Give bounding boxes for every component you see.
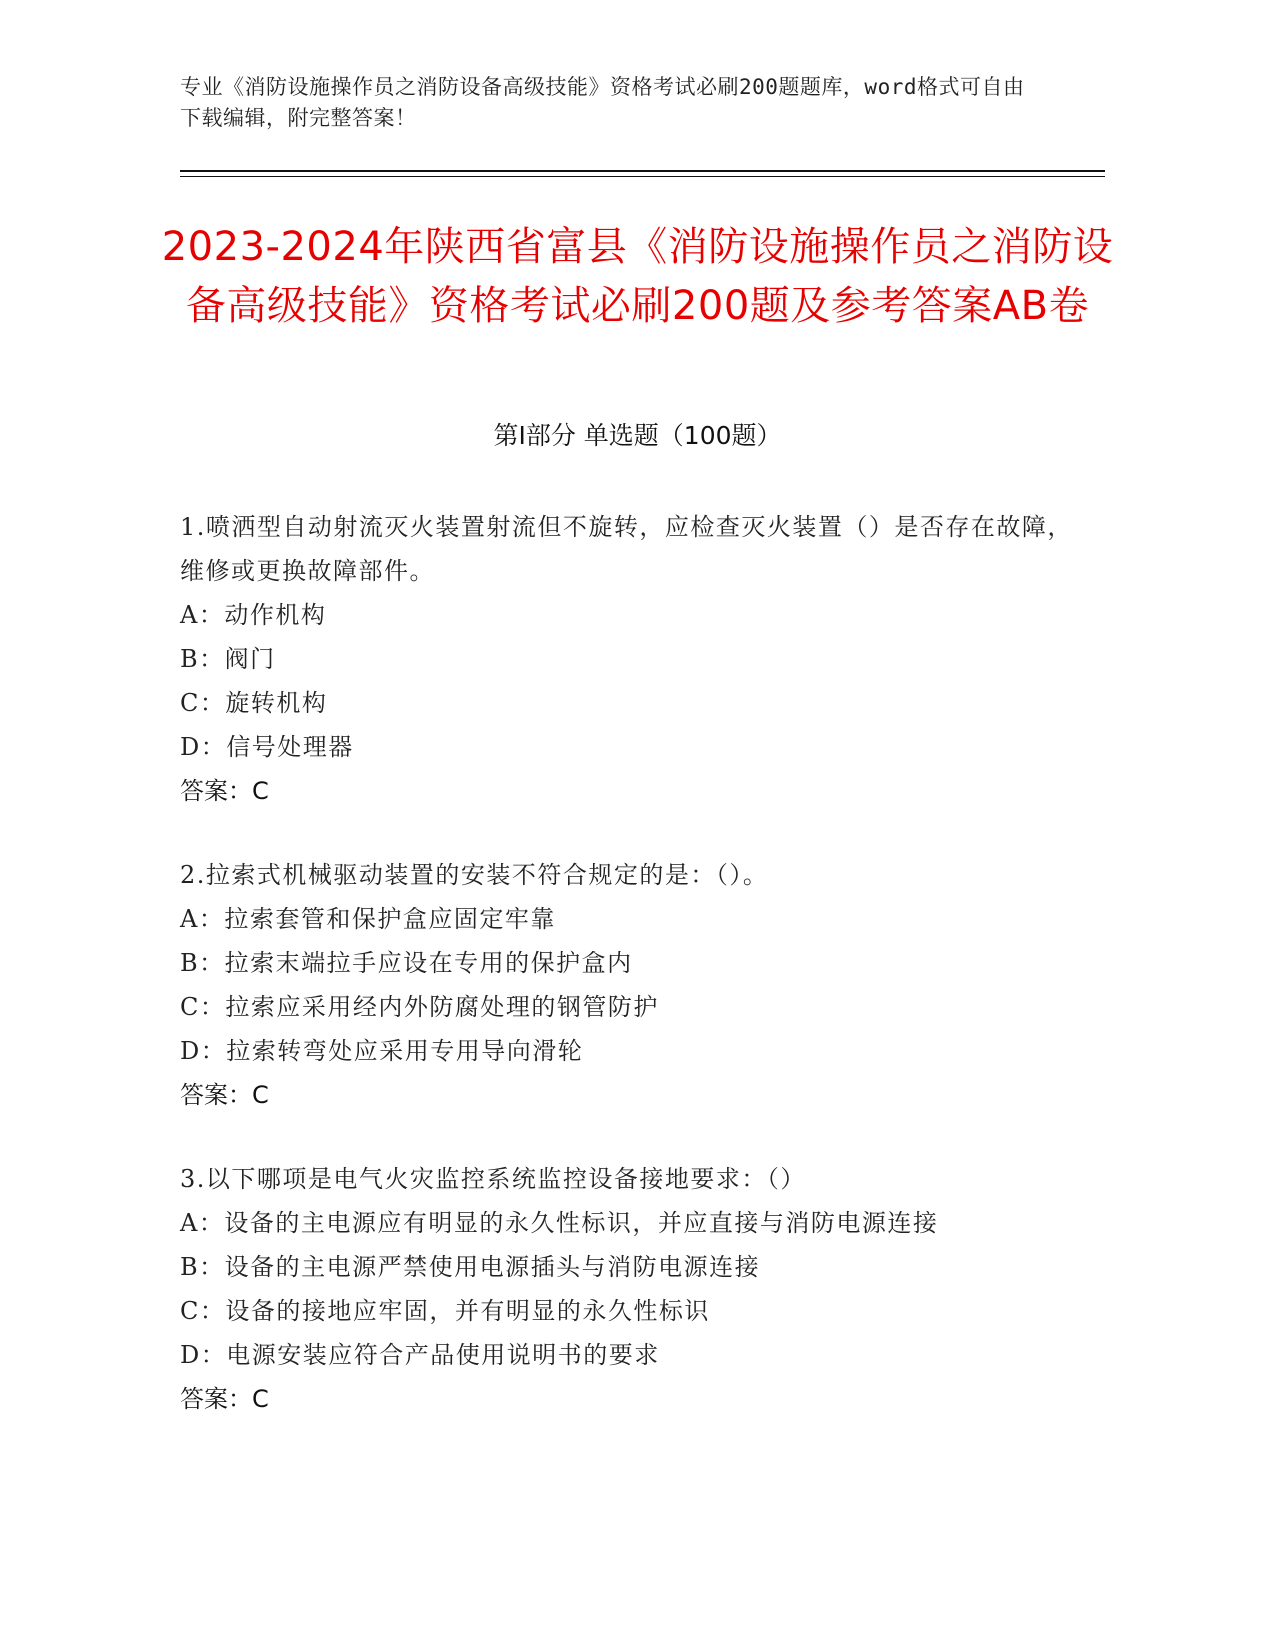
question-3: [180, 1157, 1080, 1421]
question-stem: 1.喷洒型自动射流灭火装置射流但不旋转，应检查灭火装置（）是否存在故障，维修或更换故障部件。: [180, 513, 1073, 585]
header-divider-thick: [180, 170, 1105, 172]
option-a: A：设备的主电源应有明显的永久性标识，并应直接与消防电源连接: [180, 1209, 939, 1237]
header-note: 专业《消防设施操作员之消防设备高级技能》资格考试必刷200题题库，word格式可自由下载编辑，附完整答案！: [180, 75, 1025, 130]
answer: 答案：C: [180, 1385, 269, 1413]
question-1: [180, 505, 1080, 813]
header-divider-thin: [180, 176, 1105, 177]
option-c: C：拉索应采用经内外防腐处理的钢管防护: [180, 993, 659, 1021]
option-d: D：拉索转弯处应采用专用导向滑轮: [180, 1037, 584, 1065]
question-stem: 3.以下哪项是电气火灾监控系统监控设备接地要求：（）: [180, 1165, 806, 1193]
option-d: D：信号处理器: [180, 733, 354, 761]
option-d: D：电源安装应符合产品使用说明书的要求: [180, 1341, 660, 1369]
option-c: C：设备的接地应牢固，并有明显的永久性标识: [180, 1297, 710, 1325]
option-b: B：设备的主电源严禁使用电源插头与消防电源连接: [180, 1253, 761, 1281]
question-stem: 2.拉索式机械驱动装置的安装不符合规定的是：（）。: [180, 861, 769, 889]
question-2: [180, 853, 1080, 1117]
section-heading: 第Ⅰ部分 单选题（100题）: [493, 421, 782, 450]
option-c: C：旋转机构: [180, 689, 328, 717]
option-a: A：拉索套管和保护盒应固定牢靠: [180, 905, 556, 933]
option-b: B：拉索末端拉手应设在专用的保护盒内: [180, 949, 633, 977]
answer: 答案：C: [180, 1081, 269, 1109]
option-b: B：阀门: [180, 645, 276, 673]
option-a: A：动作机构: [180, 601, 327, 629]
answer: 答案：C: [180, 777, 269, 805]
document-title: 2023-2024年陕西省富县《消防设施操作员之消防设备高级技能》资格考试必刷200题及参考答案AB卷: [161, 224, 1114, 329]
